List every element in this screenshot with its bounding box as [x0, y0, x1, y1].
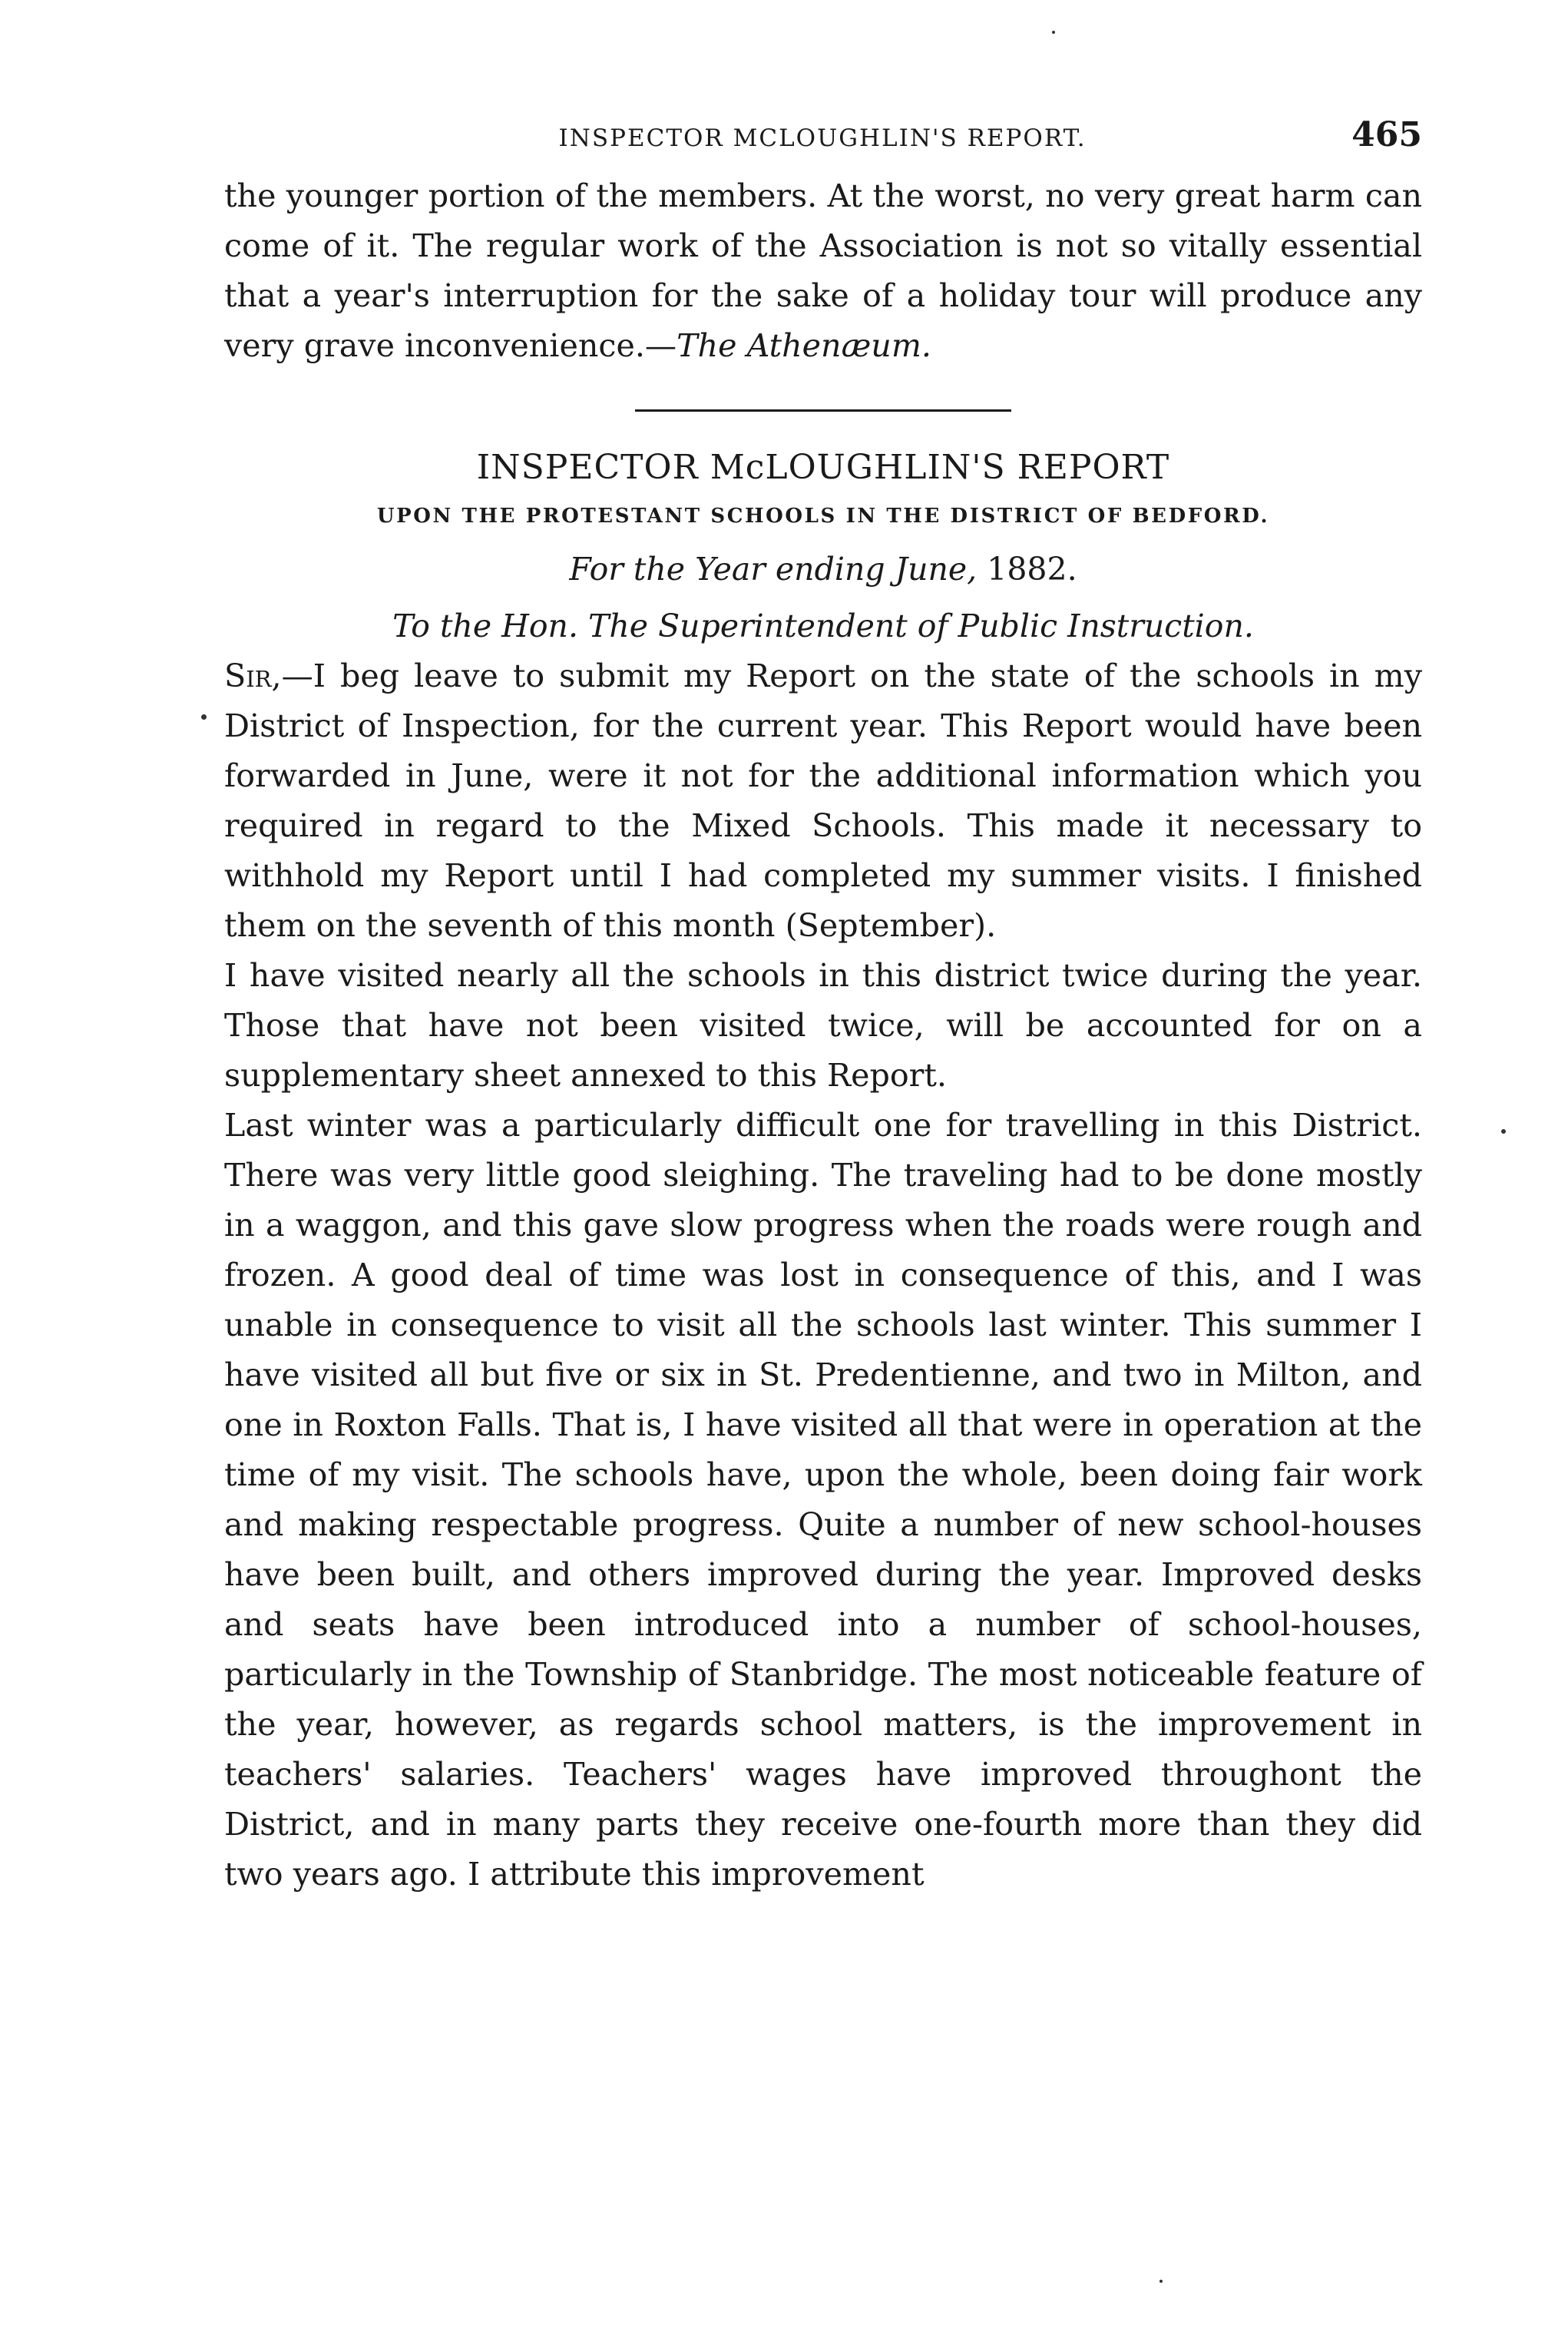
section-divider: [635, 409, 1011, 412]
page-number: 465: [1351, 115, 1422, 154]
year-prefix: For the Year ending June,: [569, 551, 978, 588]
prev-article-body: the younger portion of the members. At the worst, no very great harm can come of it. The regular work of the Association is not so vitally essential that a year's interruption for the sake of a holiday tour will produce any very grave inconvenience.—: [224, 177, 1422, 364]
report-address: To the Hon. The Superintendent of Public Instruction.: [392, 608, 1254, 644]
page-header: [224, 115, 1422, 154]
print-speck: [201, 714, 207, 720]
print-speck: [1052, 31, 1055, 34]
report-paragraph-3: Last winter was a particularly difficult one for travelling in this District. There was very little good sleighing. The traveling had to be done mostly in a waggon, and this gave slow progress when the roads were rough and frozen. A good deal of time was lost in consequence of this, and I was unable in consequence to visit all the schools last winter. This summer I have visited all but five or six in St. Predentienne, and two in Milton, and one in Roxton Falls. That is, I have visited all that were in operation at the time of my visit. The schools have, upon the whole, been doing fair work and making respectable progress. Quite a number of new school-houses have been built, and others improved during the year. Improved desks and seats have been introduced into a number of school-houses, particularly in the Township of Stanbridge. The most noticeable feature of the year, however, as regards school matters, is the improvement in teachers' salaries. Teachers' wages have improved throughont the District, and in many parts they receive one-fourth more than they did two years ago. I attribute this improvement: [224, 1107, 1422, 1893]
report-year-line: [224, 544, 1422, 595]
salutation: Sir,: [224, 657, 282, 694]
report-paragraph-1: [224, 651, 1422, 951]
print-speck: [1159, 2280, 1163, 2283]
paragraph-1-text: —I beg leave to submit my Report on the state of the schools in my District of Inspection, for the current year. This Report would have been forwarded in June, were it not for the additional information which you required in regard to the Mixed Schools. This made it necessary to withhold my Report until I had completed my summer visits. I finished them on the seventh of this month (September).: [224, 657, 1422, 944]
prev-article-source: The Athenæum.: [676, 327, 931, 364]
report-subtitle: UPON THE PROTESTANT SCHOOLS IN THE DISTRICT OF BEDFORD.: [376, 505, 1270, 528]
year-value: 1882.: [987, 551, 1077, 588]
print-speck: [1501, 1129, 1506, 1134]
report-paragraph-2: I have visited nearly all the schools in this district twice during the year. Those that have not been visited twice, will be accounted for on a supplementary sheet annexed to this Report.: [224, 957, 1422, 1094]
page: [224, 115, 1422, 1899]
report-title: INSPECTOR McLOUGHLIN'S REPORT: [476, 448, 1170, 487]
prev-article-text: [224, 171, 1422, 371]
running-head: INSPECTOR MCLOUGHLIN'S REPORT.: [558, 124, 1087, 152]
